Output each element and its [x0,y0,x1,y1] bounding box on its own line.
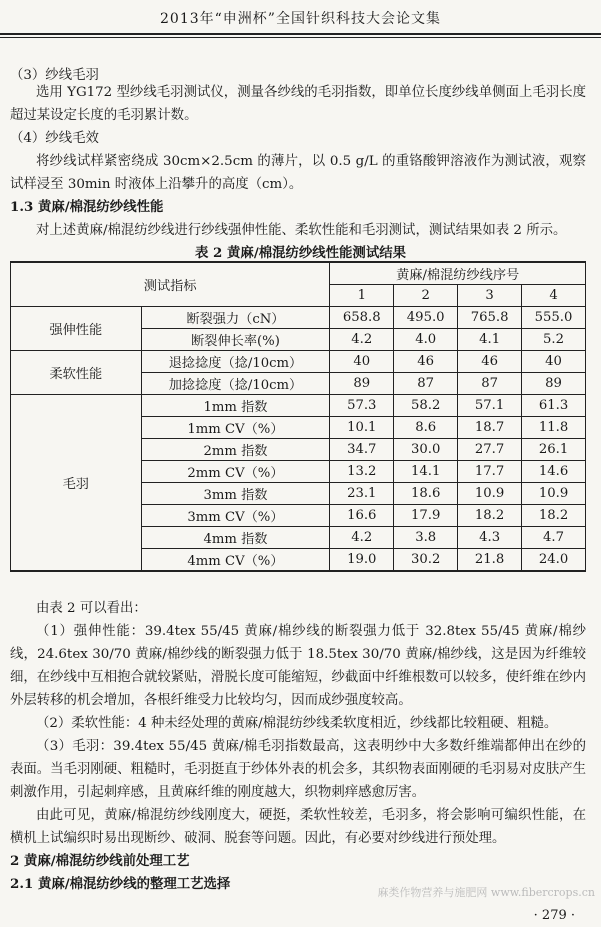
value-cell: 23.1 [330,483,394,505]
value-cell: 16.6 [330,505,394,527]
metric-label: 1mm CV（%） [141,417,330,439]
value-cell: 46 [394,351,458,373]
value-cell: 30.2 [394,549,458,572]
value-cell: 4.3 [458,527,522,549]
table-row [11,351,586,373]
value-cell: 13.2 [330,461,394,483]
value-cell: 17.7 [458,461,522,483]
value-cell: 4.1 [458,329,522,351]
watermark: 麻类作物营养与施肥网 www.fibercrops.cn [377,886,595,899]
value-cell: 4.0 [394,329,458,351]
header-rule-thin [0,37,601,38]
value-cell: 555.0 [522,307,586,329]
table-row [11,307,586,329]
metric-label: 4mm 指数 [141,527,330,549]
value-cell: 61.3 [522,395,586,417]
value-cell: 14.1 [394,461,458,483]
value-cell: 57.1 [458,395,522,417]
metric-label: 2mm 指数 [141,439,330,461]
value-cell: 5.2 [522,329,586,351]
header-test-index: 测试指标 [11,262,330,307]
value-cell: 765.8 [458,307,522,329]
section-2-heading: 2 黄麻/棉混纺纱线前处理工艺 [10,853,190,869]
value-cell: 30.0 [394,439,458,461]
value-cell: 87 [458,373,522,395]
column-header: 1 [330,285,394,307]
value-cell: 21.8 [458,549,522,572]
value-cell: 18.2 [522,505,586,527]
item-capillary-heading: （4）纱线毛效 [10,131,99,146]
metric-label: 加捻捻度（捻/10cm） [141,373,330,395]
metric-label: 1mm 指数 [141,395,330,417]
value-cell: 4.7 [522,527,586,549]
metric-label: 退捻捻度（捻/10cm） [141,351,330,373]
value-cell: 24.0 [522,549,586,572]
section-1-3-intro: 对上述黄麻/棉混纺纱线进行纱线强伸性能、柔软性能和毛羽测试，测试结果如表 2 所示。 [36,223,567,238]
value-cell: 19.0 [330,549,394,572]
value-cell: 658.8 [330,307,394,329]
metric-label: 断裂伸长率(%) [141,329,330,351]
group-label: 柔软性能 [11,351,142,395]
group-label: 强伸性能 [11,307,142,351]
metric-label: 断裂强力（cN） [141,307,330,329]
value-cell: 89 [522,373,586,395]
value-cell: 10.1 [330,417,394,439]
value-cell: 8.6 [394,417,458,439]
section-1-3-heading: 1.3 黄麻/棉混纺纱线性能 [10,199,164,215]
value-cell: 10.9 [458,483,522,505]
analysis-intro: 由表 2 可以看出： [36,601,147,616]
value-cell: 18.2 [458,505,522,527]
value-cell: 3.8 [394,527,458,549]
value-cell: 495.0 [394,307,458,329]
metric-label: 2mm CV（%） [141,461,330,483]
value-cell: 58.2 [394,395,458,417]
value-cell: 18.7 [458,417,522,439]
value-cell: 87 [394,373,458,395]
capillary-method-paragraph: 将纱线试样紧密绕成 30cm×2.5cm 的薄片，以 0.5 g/L 的重铬酸钾溶液作为测试液，观察试样浸至 30min 时液体上沿攀升的高度（cm）。 [10,154,586,192]
value-cell: 26.1 [522,439,586,461]
running-header: 2013年“申洲杯”全国针织科技大会论文集 [160,11,441,27]
value-cell: 4.2 [330,527,394,549]
value-cell: 46 [458,351,522,373]
value-cell: 34.7 [330,439,394,461]
results-table [10,261,586,572]
metric-label: 4mm CV（%） [141,549,330,572]
hairiness-method-paragraph: 选用 YG172 型纱线毛羽测试仪，测量各纱线的毛羽指数，即单位长度纱线单侧面上毛羽长度超过某设定长度的毛羽累计数。 [10,85,586,123]
conclusion-paragraph: 由此可见，黄麻/棉混纺纱线刚度大，硬挺，柔软性较差，毛羽多，将会影响可编织性能，在横机上试编织时易出现断纱、破洞、脱套等问题。因此，有必要对纱线进行预处理。 [10,808,586,846]
value-cell: 18.6 [394,483,458,505]
item-yarn-hairiness-heading: （3）纱线毛羽 [10,68,99,83]
analysis-tensile: （1）强伸性能：39.4tex 55/45 黄麻/棉纱线的断裂强力低于 32.8tex 55/45 黄麻/棉纱线，24.6tex 30/70 黄麻/棉纱线的断裂强力低于 18.5tex 30/70 黄麻/棉纱线，这是因为纤维较细，在纱线中互相抱合就较紧贴，滑脱长度可能缩短，纱截面中纤维根数可以较多，使纤维在纱内外层转移的机会增加，各根纤维受力比较均匀，因而成纱强度较高。 [10,624,586,708]
metric-label: 3mm CV（%） [141,505,330,527]
column-header: 2 [394,285,458,307]
value-cell: 57.3 [330,395,394,417]
value-cell: 4.2 [330,329,394,351]
value-cell: 11.8 [522,417,586,439]
value-cell: 10.9 [522,483,586,505]
analysis-softness: （2）柔软性能：4 种未经处理的黄麻/棉混纺纱线柔软度相近，纱线都比较粗硬、粗糙。 [36,716,558,731]
value-cell: 17.9 [394,505,458,527]
section-2-1-heading: 2.1 黄麻/棉混纺纱线的整理工艺选择 [10,876,231,892]
group-label: 毛羽 [11,395,142,572]
header-rule [0,33,601,35]
value-cell: 27.7 [458,439,522,461]
column-header: 4 [522,285,586,307]
metric-label: 3mm 指数 [141,483,330,505]
value-cell: 40 [522,351,586,373]
value-cell: 89 [330,373,394,395]
header-sample-number: 黄麻/棉混纺纱线序号 [330,262,586,285]
analysis-hairiness: （3）毛羽：39.4tex 55/45 黄麻/棉毛羽指数最高，这表明纱中大多数纤维端都伸出在纱的表面。当毛羽刚硬、粗糙时，毛羽挺直于纱体外表的机会多，其织物表面刚硬的毛羽易对皮肤产生刺激作用，引起刺痒感，且黄麻纤维的刚度越大，织物刺痒感愈厉害。 [10,739,586,800]
value-cell: 40 [330,351,394,373]
table-header-row [11,262,586,285]
table-caption: 表 2 黄麻/棉混纺纱线性能测试结果 [195,245,406,261]
value-cell: 14.6 [522,461,586,483]
column-header: 3 [458,285,522,307]
table-row [11,395,586,417]
page-number: · 279 · [533,908,575,923]
